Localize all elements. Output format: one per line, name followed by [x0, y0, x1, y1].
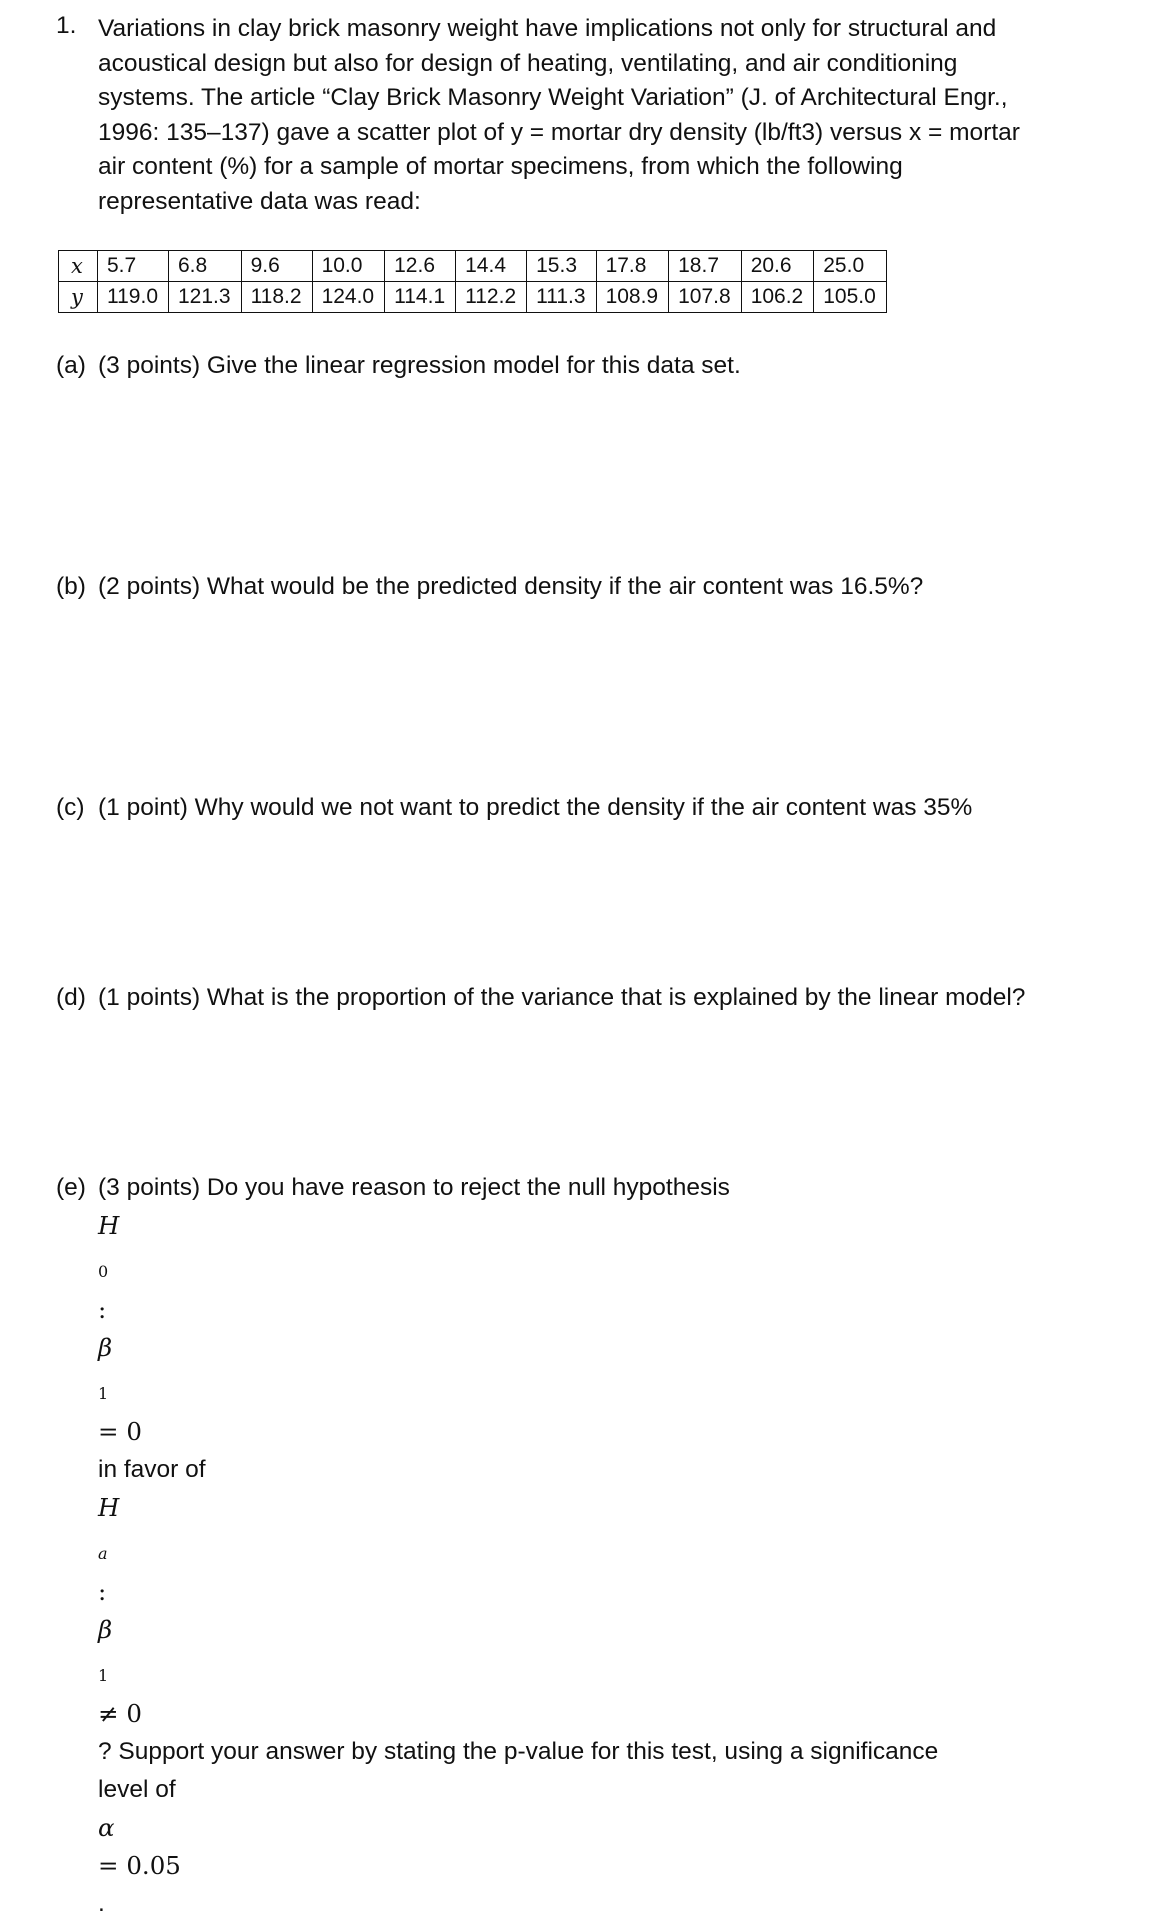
- part-e-line-3: [98, 1771, 938, 1923]
- part-label: (e): [56, 1174, 86, 1201]
- subscript: a: [98, 1543, 108, 1563]
- x-value: 10.0: [312, 251, 385, 282]
- y-row: [59, 282, 887, 313]
- x-value: 25.0: [814, 251, 887, 282]
- part-label: (b): [56, 573, 86, 600]
- y-value: 124.0: [312, 282, 385, 313]
- x-row: [59, 251, 887, 282]
- part-text: (1 point) Why would we not want to predict the density if the air content was 35%: [98, 794, 973, 821]
- x-value: 14.4: [456, 251, 527, 282]
- math-relation: = 0.05: [98, 1850, 181, 1880]
- part-text: (1 points) What is the proportion of the variance that is explained by the linear model?: [98, 984, 1026, 1011]
- beta-symbol: β: [98, 1332, 113, 1362]
- part-b: [56, 568, 923, 606]
- x-value: 20.6: [741, 251, 814, 282]
- part-label: (a): [56, 352, 86, 379]
- beta-symbol: β: [98, 1614, 113, 1644]
- x-value: 5.7: [98, 251, 169, 282]
- subscript: 0: [98, 1261, 109, 1281]
- intro-line: acoustical design but also for design of heating, ventilating, and air conditioning: [98, 49, 958, 77]
- alpha-symbol: α: [98, 1812, 115, 1842]
- intro-line: air content (%) for a sample of mortar specimens, from which the following: [98, 153, 903, 180]
- part-c: [56, 789, 972, 827]
- y-value: 112.2: [456, 282, 527, 313]
- x-value: 18.7: [669, 251, 742, 282]
- data-table: [58, 250, 887, 313]
- intro-line: Variations in clay brick masonry weight have implications not only for structural and: [98, 15, 997, 42]
- part-e-line-2: [98, 1489, 938, 1771]
- alt-hypothesis-symbol: H: [98, 1492, 120, 1522]
- x-value: 9.6: [241, 251, 312, 282]
- intro-line: representative data was read:: [98, 187, 421, 215]
- text-run: :: [98, 1576, 107, 1606]
- part-text: [98, 1169, 938, 1923]
- problem-statement: [56, 12, 1126, 219]
- part-text: (2 points) What would be the predicted density if the air content was 16.5%?: [98, 573, 924, 600]
- y-value: 105.0: [814, 282, 887, 313]
- text-run: .: [98, 1889, 105, 1917]
- y-value: 111.3: [527, 282, 596, 313]
- part-a: [56, 347, 741, 385]
- part-label: (d): [56, 984, 86, 1011]
- part-label: (c): [56, 794, 85, 821]
- subscript: 1: [98, 1383, 109, 1403]
- text-run: (3 points) Do you have reason to reject the null hypothesis: [98, 1174, 730, 1201]
- x-value: 12.6: [385, 251, 456, 282]
- x-value: 17.8: [596, 251, 669, 282]
- x-label: x: [59, 251, 98, 282]
- text-run: in favor of: [98, 1455, 206, 1483]
- y-value: 121.3: [169, 282, 242, 313]
- part-text: (3 points) Give the linear regression model for this data set.: [98, 352, 741, 379]
- intro-line: systems. The article “Clay Brick Masonry Weight Variation” (J. of Architectural Engr.,: [98, 84, 1008, 111]
- text-run: level of: [98, 1775, 176, 1803]
- y-value: 119.0: [98, 282, 169, 313]
- part-e: [56, 1169, 938, 1923]
- text-run: :: [98, 1294, 107, 1324]
- subscript: 1: [98, 1665, 109, 1685]
- y-value: 118.2: [241, 282, 312, 313]
- math-relation: = 0: [98, 1416, 142, 1446]
- y-value: 106.2: [741, 282, 814, 313]
- y-value: 114.1: [385, 282, 456, 313]
- y-value: 107.8: [669, 282, 742, 313]
- y-label: y: [59, 282, 98, 313]
- y-value: 108.9: [596, 282, 669, 313]
- part-e-line-1: [98, 1169, 938, 1489]
- problem-number: 1.: [56, 12, 77, 39]
- part-d: [56, 979, 1025, 1017]
- intro-line: 1996: 135–137) gave a scatter plot of y = mortar dry density (lb/ft3) versus x = mortar: [98, 118, 1020, 146]
- text-run: ? Support your answer by stating the p-value for this test, using a significance: [98, 1737, 939, 1765]
- x-value: 15.3: [527, 251, 596, 282]
- problem-intro: [98, 12, 1126, 219]
- x-value: 6.8: [169, 251, 242, 282]
- math-relation: ≠ 0: [98, 1698, 142, 1728]
- null-hypothesis-symbol: H: [98, 1211, 120, 1240]
